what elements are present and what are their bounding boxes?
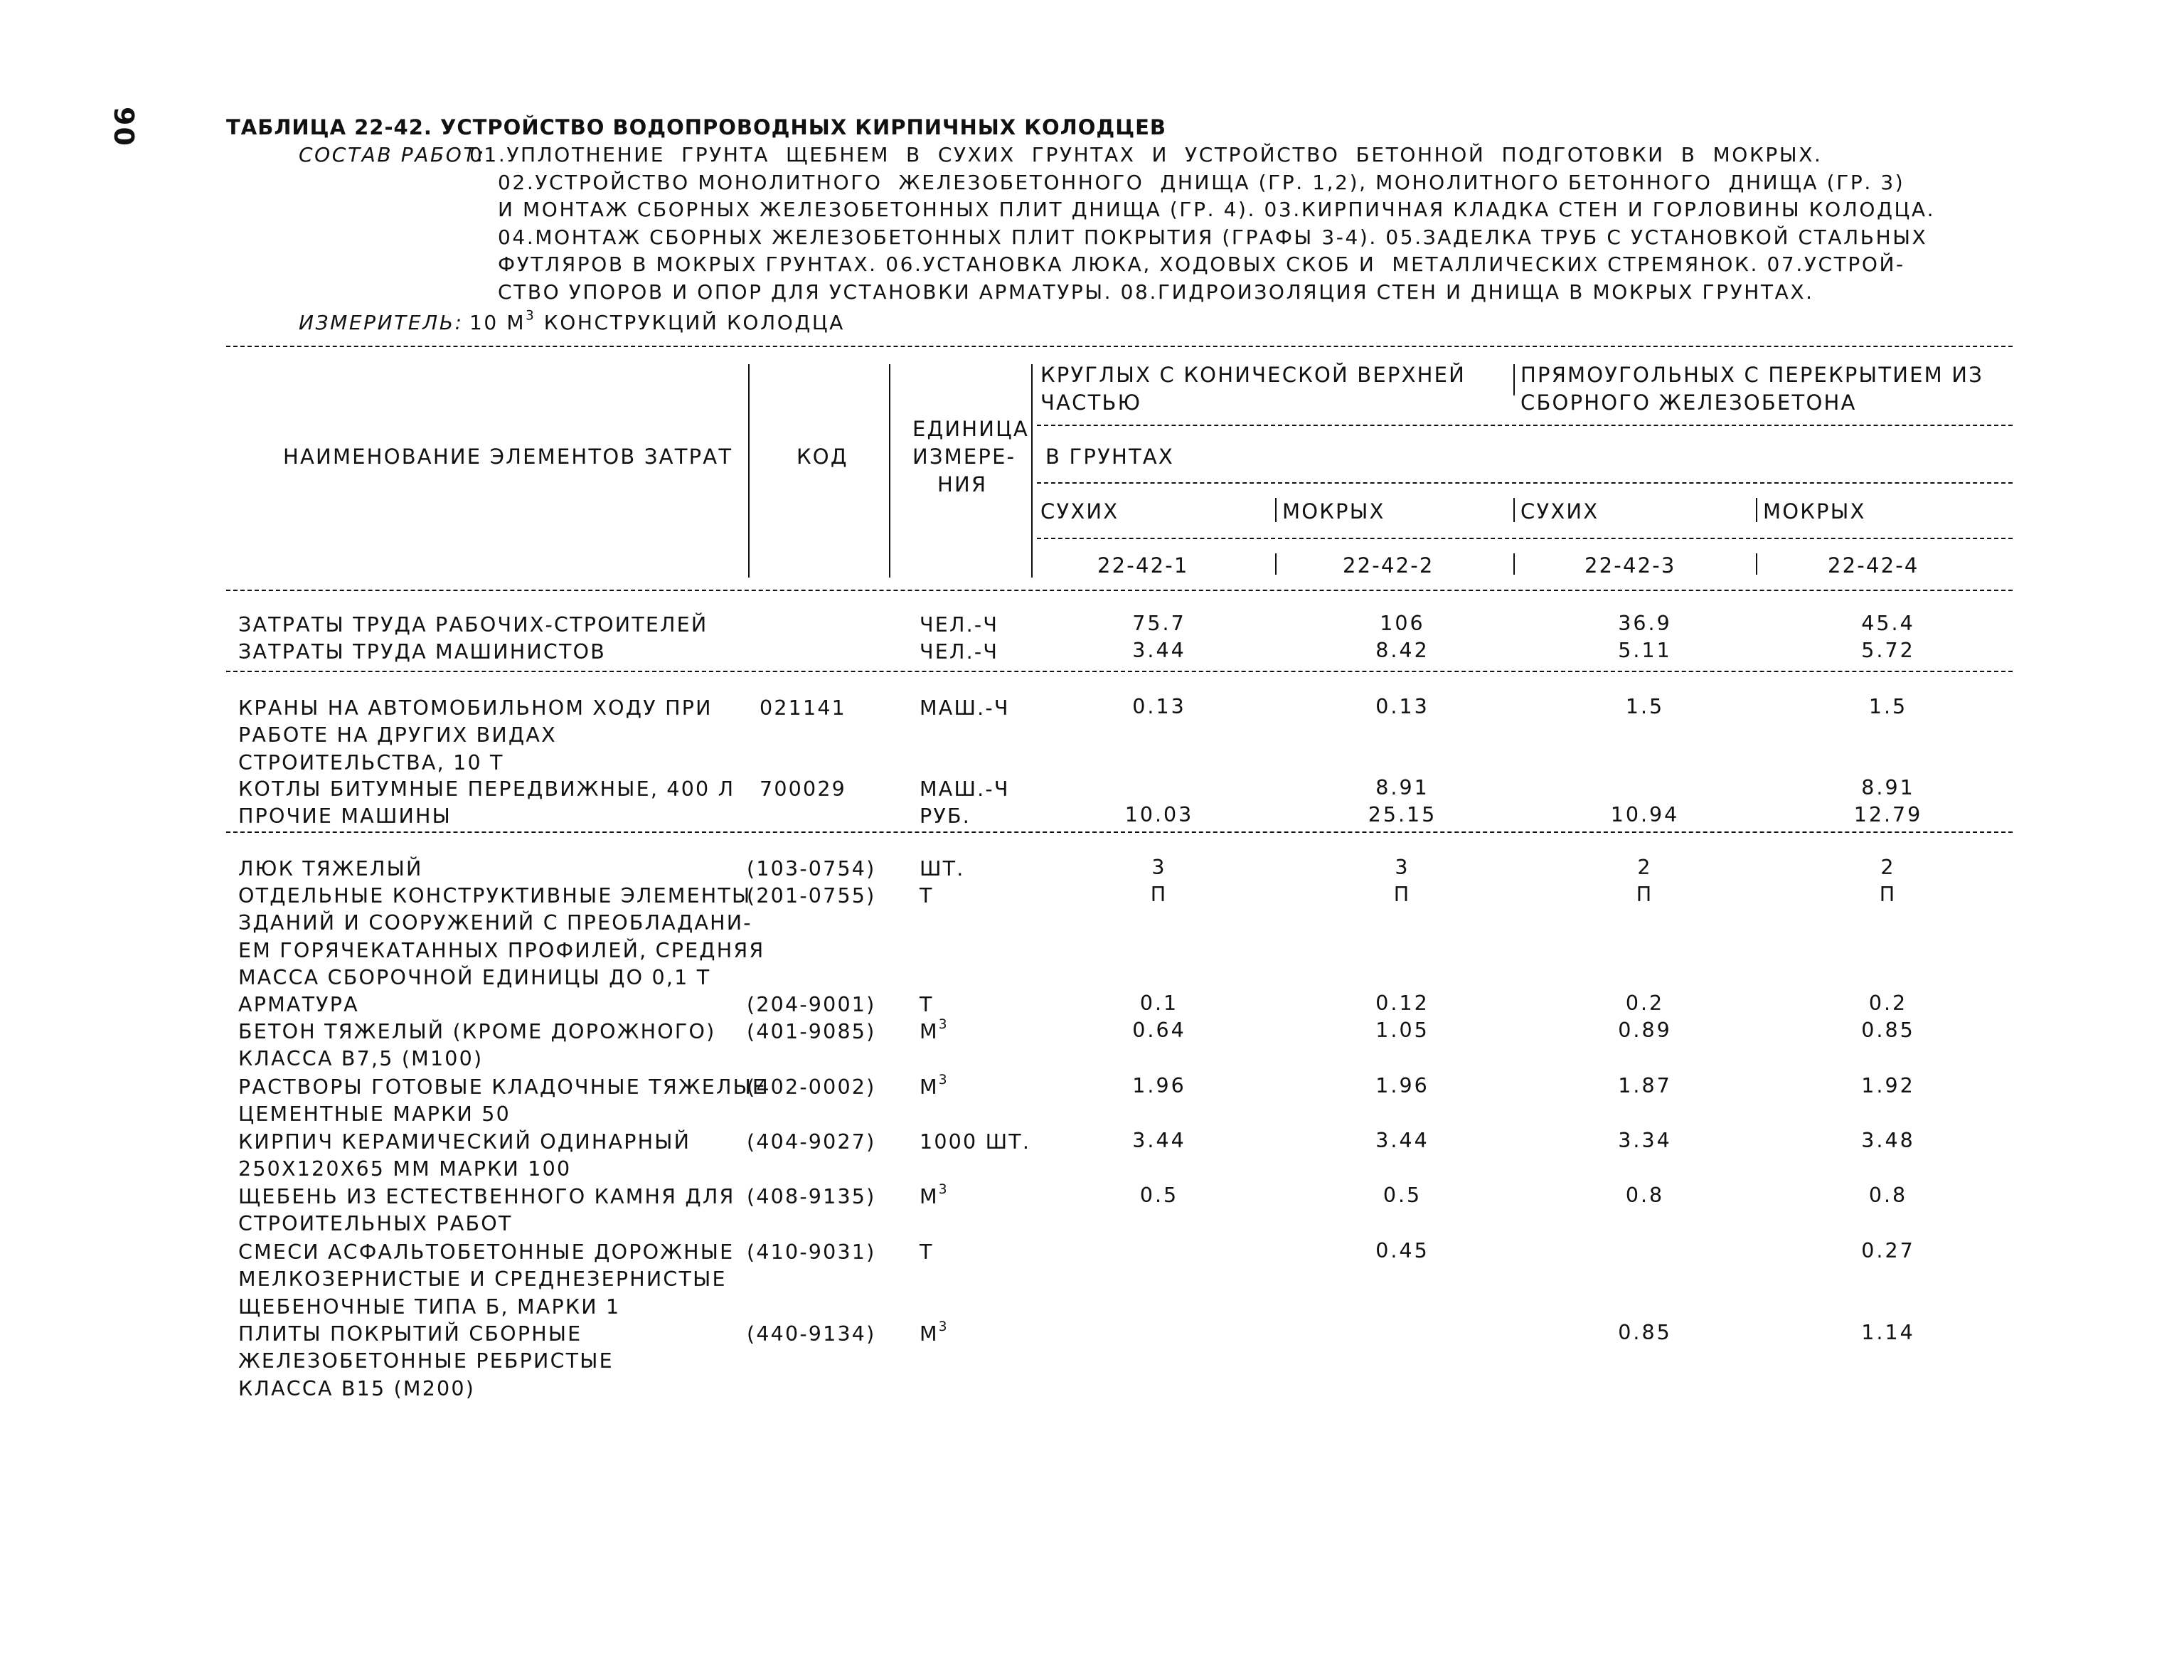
header-separator (1275, 553, 1277, 575)
material-row-value: 0.64 (1132, 1019, 1186, 1042)
header-group-rect: ПРЯМОУГОЛЬНЫХ С ПЕРЕКРЫТИЕМ ИЗ (1520, 363, 1983, 387)
column-code: 22-42-2 (1343, 553, 1434, 578)
rule-header-bottom (226, 590, 2013, 591)
material-row-value: 0.2 (1868, 991, 1908, 1015)
material-row-value: 3 (1395, 856, 1410, 879)
material-row-name: ОТДЕЛЬНЫЕ КОНСТРУКТИВНЫЕ ЭЛЕМЕНТЫ (238, 884, 752, 908)
composition-line: 04.МОНТАЖ СБОРНЫХ ЖЕЛЕЗОБЕТОННЫХ ПЛИТ ПОКРЫТИЯ (ГРАФЫ 3-4). 05.ЗАДЕЛКА ТРУБ С УСТАНОВКОЙ СТАЛЬНЫХ (498, 225, 1928, 249)
header-separator (1513, 553, 1515, 575)
material-row-value: 3.34 (1618, 1129, 1672, 1152)
material-row-name: МАССА СБОРОЧНОЙ ЕДИНИЦЫ ДО 0,1 Т (238, 965, 711, 989)
material-row-value: П (1636, 883, 1654, 906)
material-row-value: 0.45 (1375, 1239, 1429, 1262)
material-row-value: 2 (1880, 856, 1896, 879)
material-row-value: 1.87 (1618, 1074, 1672, 1097)
material-row-value: 3.44 (1132, 1129, 1186, 1152)
rule-top (226, 346, 2013, 347)
material-row-code: (404-9027) (747, 1130, 876, 1154)
material-row-value: 0.8 (1868, 1184, 1908, 1207)
material-row-name: ЦЕМЕНТНЫЕ МАРКИ 50 (238, 1102, 511, 1127)
header-separator (1513, 364, 1515, 395)
header-group-round: ЧАСТЬЮ (1040, 390, 1142, 415)
labor-row-value: 8.42 (1375, 639, 1429, 663)
unit-superscript: 3 (938, 1073, 949, 1088)
material-row-name: ЩЕБЕНОЧНЫЕ ТИПА Б, МАРКИ 1 (238, 1294, 621, 1319)
machine-row-value: 8.91 (1375, 776, 1429, 799)
header-sub-wet: МОКРЫХ (1282, 499, 1385, 523)
composition-line: 01.УПЛОТНЕНИЕ ГРУНТА ЩЕБНЕМ В СУХИХ ГРУНТАХ И УСТРОЙСТВО БЕТОННОЙ ПОДГОТОВКИ В МОКРЫХ. (469, 143, 1823, 166)
material-row-unit: Т (920, 884, 934, 908)
labor-row-unit: ЧЕЛ.-Ч (920, 613, 999, 637)
machine-row-code: 021141 (760, 696, 846, 720)
material-row-unit: $М^3$ (920, 1319, 949, 1346)
header-code-column: КОД (797, 445, 848, 469)
machine-row-unit: МАШ.-Ч (920, 696, 1010, 720)
material-row-value: 1.96 (1132, 1074, 1186, 1097)
rule-section (226, 831, 2013, 833)
material-row-name: СТРОИТЕЛЬНЫХ РАБОТ (238, 1212, 513, 1236)
material-row-name: КЛАССА В15 (М200) (238, 1376, 476, 1400)
labor-row-value: 3.44 (1132, 639, 1186, 663)
material-row-code: (402-0002) (747, 1075, 876, 1099)
material-row-unit: $М^3$ (920, 1017, 949, 1043)
material-row-value: 0.27 (1861, 1239, 1915, 1262)
material-row-unit: Т (920, 1240, 934, 1264)
machine-row-name: КРАНЫ НА АВТОМОБИЛЬНОМ ХОДУ ПРИ (238, 696, 713, 720)
labor-row-value: 106 (1380, 612, 1425, 635)
header-soil: В ГРУНТАХ (1045, 445, 1174, 469)
material-row-unit: ШТ. (920, 857, 965, 881)
machine-row-name: СТРОИТЕЛЬСТВА, 10 Т (238, 750, 504, 775)
unit-superscript: 3 (938, 1319, 949, 1335)
material-row-code: (401-9085) (747, 1020, 876, 1043)
header-name-column: НАИМЕНОВАНИЕ ЭЛЕМЕНТОВ ЗАТРАТ (283, 445, 733, 469)
material-row-code: (204-9001) (747, 993, 876, 1016)
material-row-value: П (1393, 883, 1412, 906)
composition-line: ФУТЛЯРОВ В МОКРЫХ ГРУНТАХ. 06.УСТАНОВКА ЛЮКА, ХОДОВЫХ СКОБ И МЕТАЛЛИЧЕСКИХ СТРЕМЯНОК. 07.УСТРОЙ- (498, 252, 1905, 276)
machine-row-name: КОТЛЫ БИТУМНЫЕ ПЕРЕДВИЖНЫЕ, 400 Л (238, 777, 735, 801)
column-code: 22-42-1 (1097, 553, 1189, 578)
material-row-name: МЕЛКОЗЕРНИСТЫЕ И СРЕДНЕЗЕРНИСТЫЕ (238, 1267, 727, 1292)
material-row-value: П (1879, 883, 1897, 906)
material-row-name: КИРПИЧ КЕРАМИЧЕСКИЙ ОДИНАРНЫЙ (238, 1130, 691, 1154)
meter-label: ИЗМЕРИТЕЛЬ: (299, 311, 464, 334)
material-row-name: СМЕСИ АСФАЛЬТОБЕТОННЫЕ ДОРОЖНЫЕ (238, 1240, 735, 1264)
labor-row-name: ЗАТРАТЫ ТРУДА РАБОЧИХ-СТРОИТЕЛЕЙ (238, 613, 708, 637)
labor-row-unit: ЧЕЛ.-Ч (920, 640, 999, 664)
rule-section (226, 671, 2013, 672)
unit-superscript: 3 (938, 1182, 949, 1198)
header-rule (1037, 538, 2013, 539)
material-row-code: (440-9134) (747, 1322, 876, 1346)
material-row-code: (408-9135) (747, 1185, 876, 1208)
material-row-value: 3.44 (1375, 1129, 1429, 1152)
header-rule (1037, 425, 2013, 426)
machine-row-code: 700029 (760, 777, 846, 801)
material-row-value: 1.14 (1861, 1321, 1915, 1344)
material-row-value: 0.5 (1383, 1184, 1422, 1207)
material-row-code: (103-0754) (747, 857, 876, 881)
material-row-unit: $М^3$ (920, 1182, 949, 1208)
material-row-value: 0.5 (1139, 1184, 1179, 1207)
material-row-name: ЛЮК ТЯЖЕЛЫЙ (238, 857, 423, 881)
labor-row-name: ЗАТРАТЫ ТРУДА МАШИНИСТОВ (238, 640, 606, 664)
machine-row-value: 12.79 (1853, 803, 1923, 826)
material-row-value: 0.8 (1625, 1184, 1665, 1207)
material-row-value: 0.2 (1625, 991, 1665, 1015)
material-row-value: 0.85 (1618, 1321, 1672, 1344)
header-separator (1031, 364, 1033, 578)
material-row-name: ПЛИТЫ ПОКРЫТИЙ СБОРНЫЕ (238, 1322, 582, 1346)
material-row-unit: 1000 ШТ. (920, 1130, 1031, 1154)
material-row-value: 0.85 (1861, 1019, 1915, 1042)
material-row-name: 250Х120Х65 ММ МАРКИ 100 (238, 1157, 572, 1181)
composition-line: 02.УСТРОЙСТВО МОНОЛИТНОГО ЖЕЛЕЗОБЕТОННОГО ДНИЩА (ГР. 1,2), МОНОЛИТНОГО БЕТОННОГО ДНИЩА (ГР. 3) (498, 171, 1905, 194)
material-row-value: 0.1 (1139, 991, 1179, 1015)
material-row-name: АРМАТУРА (238, 993, 359, 1016)
labor-row-value: 75.7 (1132, 612, 1186, 635)
material-row-code: (410-9031) (747, 1240, 876, 1264)
header-sub-dry: СУХИХ (1520, 499, 1599, 523)
machine-row-unit: МАШ.-Ч (920, 777, 1010, 801)
machine-row-value: 10.03 (1124, 803, 1194, 826)
header-group-round: КРУГЛЫХ С КОНИЧЕСКОЙ ВЕРХНЕЙ (1040, 363, 1466, 387)
machine-row-value: 0.13 (1132, 695, 1186, 718)
header-separator (1756, 553, 1757, 575)
machine-row-value: 1.5 (1625, 695, 1665, 718)
machine-row-name: РАБОТЕ НА ДРУГИХ ВИДАХ (238, 723, 557, 748)
composition-line: СТВО УПОРОВ И ОПОР ДЛЯ УСТАНОВКИ АРМАТУРЫ. 08.ГИДРОИЗОЛЯЦИЯ СТЕН И ДНИЩА В МОКРЫХ ГРУНТАХ. (498, 280, 1814, 304)
material-row-code: (201-0755) (747, 884, 876, 908)
material-row-name: ЕМ ГОРЯЧЕКАТАННЫХ ПРОФИЛЕЙ, СРЕДНЯЯ (238, 938, 765, 962)
header-unit-line: НИЯ (937, 472, 988, 496)
material-row-name: БЕТОН ТЯЖЕЛЫЙ (КРОМЕ ДОРОЖНОГО) (238, 1020, 716, 1043)
labor-row-value: 5.72 (1861, 639, 1915, 663)
material-row-value: 1.96 (1375, 1074, 1429, 1097)
machine-row-name: ПРОЧИЕ МАШИНЫ (238, 804, 452, 828)
machine-row-value: 0.13 (1375, 695, 1429, 718)
material-row-name: ЩЕБЕНЬ ИЗ ЕСТЕСТВЕННОГО КАМНЯ ДЛЯ (238, 1185, 735, 1208)
header-group-rect: СБОРНОГО ЖЕЛЕЗОБЕТОНА (1520, 390, 1857, 415)
material-row-value: 1.05 (1375, 1019, 1429, 1042)
material-row-value: 3 (1151, 856, 1167, 879)
machine-row-value: 8.91 (1861, 776, 1915, 799)
page-number: 90 (108, 107, 139, 147)
material-row-unit: Т (920, 993, 934, 1016)
header-separator (1275, 498, 1277, 522)
composition-line: И МОНТАЖ СБОРНЫХ ЖЕЛЕЗОБЕТОННЫХ ПЛИТ ДНИЩА (ГР. 4). 03.КИРПИЧНАЯ КЛАДКА СТЕН И ГОРЛОВИНЫ КОЛОДЦА. (498, 198, 1936, 221)
material-row-value: 1.92 (1861, 1074, 1915, 1097)
header-separator (748, 364, 750, 578)
machine-row-value: 25.15 (1368, 803, 1437, 826)
machine-row-unit: РУБ. (920, 804, 971, 828)
material-row-value: 2 (1637, 856, 1653, 879)
material-row-value: 0.12 (1375, 991, 1429, 1015)
material-row-name: ЖЕЛЕЗОБЕТОННЫЕ РЕБРИСТЫЕ (238, 1349, 614, 1373)
header-unit-line: ЕДИНИЦА (912, 417, 1029, 441)
meter-value: 10 $М^3$ КОНСТРУКЦИЙ КОЛОДЦА (469, 308, 845, 334)
machine-row-value: 10.94 (1610, 803, 1680, 826)
header-sub-wet: МОКРЫХ (1763, 499, 1866, 523)
header-separator (889, 364, 890, 578)
header-rule (1037, 482, 2013, 484)
composition-label: СОСТАВ РАБОТ: (299, 143, 486, 166)
material-row-name: КЛАССА В7,5 (М100) (238, 1047, 484, 1071)
material-row-name: РАСТВОРЫ ГОТОВЫЕ КЛАДОЧНЫЕ ТЯЖЕЛЫЕ (238, 1075, 767, 1099)
header-unit-line: ИЗМЕРЕ- (912, 445, 1016, 469)
column-code: 22-42-3 (1584, 553, 1676, 578)
labor-row-value: 36.9 (1618, 612, 1672, 635)
material-row-value: П (1150, 883, 1168, 906)
unit-superscript: 3 (938, 1017, 949, 1033)
material-row-name: ЗДАНИЙ И СООРУЖЕНИЙ С ПРЕОБЛАДАНИ- (238, 911, 752, 935)
material-row-value: 0.89 (1618, 1019, 1672, 1042)
machine-row-value: 1.5 (1868, 695, 1908, 718)
header-separator (1756, 498, 1757, 522)
header-sub-dry: СУХИХ (1040, 499, 1119, 523)
column-code: 22-42-4 (1828, 553, 1919, 578)
header-separator (1513, 498, 1515, 522)
table-title: ТАБЛИЦА 22-42. УСТРОЙСТВО ВОДОПРОВОДНЫХ КИРПИЧНЫХ КОЛОДЦЕВ (226, 115, 1167, 139)
material-row-unit: $М^3$ (920, 1073, 949, 1099)
labor-row-value: 45.4 (1861, 612, 1915, 635)
material-row-value: 3.48 (1861, 1129, 1915, 1152)
labor-row-value: 5.11 (1618, 639, 1672, 663)
